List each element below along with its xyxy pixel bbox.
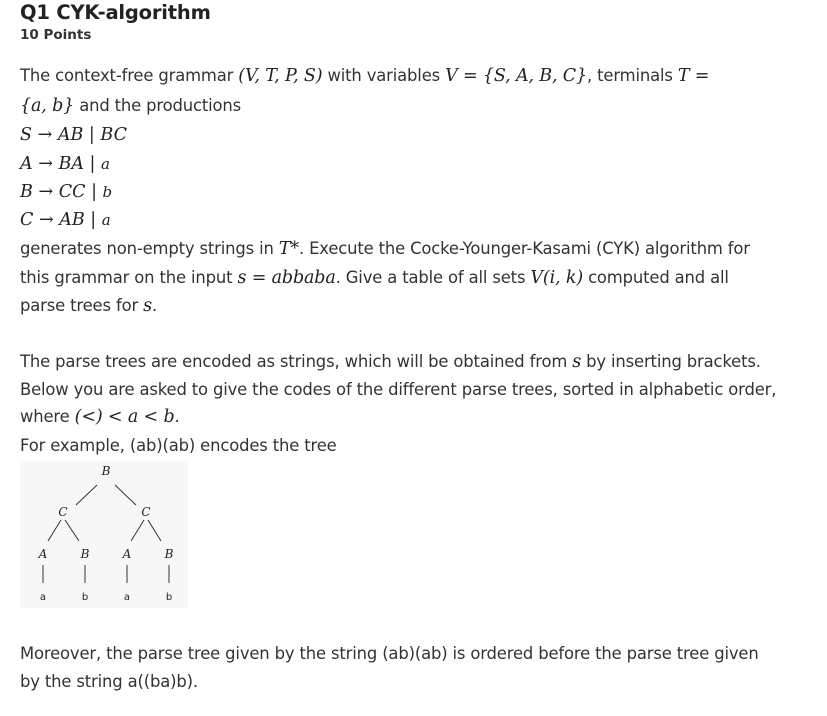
encoding-text-2: by inserting brackets. xyxy=(586,352,761,371)
production-lhs: C xyxy=(20,210,34,230)
tree-edge xyxy=(115,485,136,505)
production-2 xyxy=(20,154,110,174)
production-bar: | xyxy=(88,125,95,145)
task-text-2: . Execute the Cocke-Younger-Kasami (CYK) algorithm for xyxy=(298,239,750,258)
task-line-3 xyxy=(20,296,157,316)
t-star: T* xyxy=(278,239,299,259)
terminals-lhs: T = xyxy=(677,66,710,86)
production-arrow: → xyxy=(38,210,54,230)
tree-node-leaf-var: B xyxy=(80,547,90,561)
tree-terminal: a xyxy=(39,592,47,603)
tree-node-root: B xyxy=(101,464,111,478)
tree-node-leaf-var: A xyxy=(122,547,132,561)
v-i-k: V(i, k) xyxy=(530,268,583,288)
task-text-7: . xyxy=(151,296,157,315)
encoding-line-1 xyxy=(20,352,761,372)
encoding-line-3 xyxy=(20,407,180,427)
production-lhs: A xyxy=(20,154,33,174)
production-1 xyxy=(20,125,127,145)
production-bar: | xyxy=(89,154,96,174)
tree-edge xyxy=(48,520,61,541)
production-bar: | xyxy=(90,210,97,230)
intro-text-4: and the productions xyxy=(79,96,242,115)
task-text-3: this grammar on the input xyxy=(20,268,233,287)
intro-text-3: , terminals xyxy=(587,66,673,85)
tree-node-leaf-var: B xyxy=(164,547,174,561)
production-lhs: S xyxy=(20,125,32,145)
task-text-1: generates non-empty strings in xyxy=(20,239,274,258)
encoding-text-4: . xyxy=(174,407,180,426)
production-rhs: b xyxy=(102,183,113,201)
tree-node-right: C xyxy=(141,505,151,519)
production-lhs: B xyxy=(20,182,33,202)
production-rhs: BC xyxy=(100,125,127,145)
tree-terminal: b xyxy=(165,592,173,603)
production-arrow: → xyxy=(37,125,53,145)
task-text-4: . Give a table of all sets xyxy=(335,268,526,287)
production-rhs: CC xyxy=(58,182,86,202)
production-arrow: → xyxy=(38,154,53,174)
parse-tree-svg xyxy=(20,461,188,608)
production-rhs: AB xyxy=(57,125,84,145)
footer-line-2: by the string a((ba)b). xyxy=(20,672,198,691)
production-rhs: a xyxy=(101,155,110,173)
s-var: s xyxy=(143,296,152,316)
tree-node-left: C xyxy=(58,505,68,519)
input-string: s = abbaba xyxy=(237,268,336,288)
parse-tree-figure xyxy=(20,461,188,608)
intro-text-2: with variables xyxy=(327,66,441,85)
encoding-text-3: where xyxy=(20,407,70,426)
question-points: 10 Points xyxy=(20,27,92,43)
tree-node-leaf-var: A xyxy=(38,547,48,561)
production-3 xyxy=(20,182,112,202)
task-text-6: parse trees for xyxy=(20,296,139,315)
production-rhs: AB xyxy=(59,210,85,230)
production-4 xyxy=(20,210,111,230)
grammar-tuple: (V, T, P, S) xyxy=(238,66,323,86)
intro-text-1: The context-free grammar xyxy=(20,66,234,85)
intro-line-1 xyxy=(20,66,709,86)
variables-set: V = {S, A, B, C} xyxy=(445,66,588,86)
tree-terminal: b xyxy=(81,592,89,603)
production-rhs: BA xyxy=(58,154,84,174)
tree-edge xyxy=(76,485,97,505)
tree-edge xyxy=(148,520,161,541)
task-line-2 xyxy=(20,268,729,288)
encoding-line-2: Below you are asked to give the codes of the different parse trees, sorted in alphabetic order, xyxy=(20,380,777,399)
footer-line-1: Moreover, the parse tree given by the string (ab)(ab) is ordered before the parse tree given xyxy=(20,644,759,663)
production-rhs: a xyxy=(101,211,111,229)
tree-edge xyxy=(131,520,144,541)
encoding-example: For example, (ab)(ab) encodes the tree xyxy=(20,436,337,455)
order-expression: (<) < a < b xyxy=(74,407,175,427)
tree-terminal: a xyxy=(123,592,131,603)
encoding-text-1: The parse trees are encoded as strings, which will be obtained from xyxy=(20,352,568,371)
production-arrow: → xyxy=(38,182,54,202)
task-line-1 xyxy=(20,239,750,259)
question-title: Q1 CYK-algorithm xyxy=(20,1,211,24)
task-text-5: computed and all xyxy=(588,268,729,287)
tree-edge xyxy=(65,520,79,541)
production-bar: | xyxy=(91,182,97,202)
s-var: s xyxy=(572,352,582,372)
terminals-set: {a, b} xyxy=(20,96,75,116)
intro-line-2 xyxy=(20,96,241,116)
